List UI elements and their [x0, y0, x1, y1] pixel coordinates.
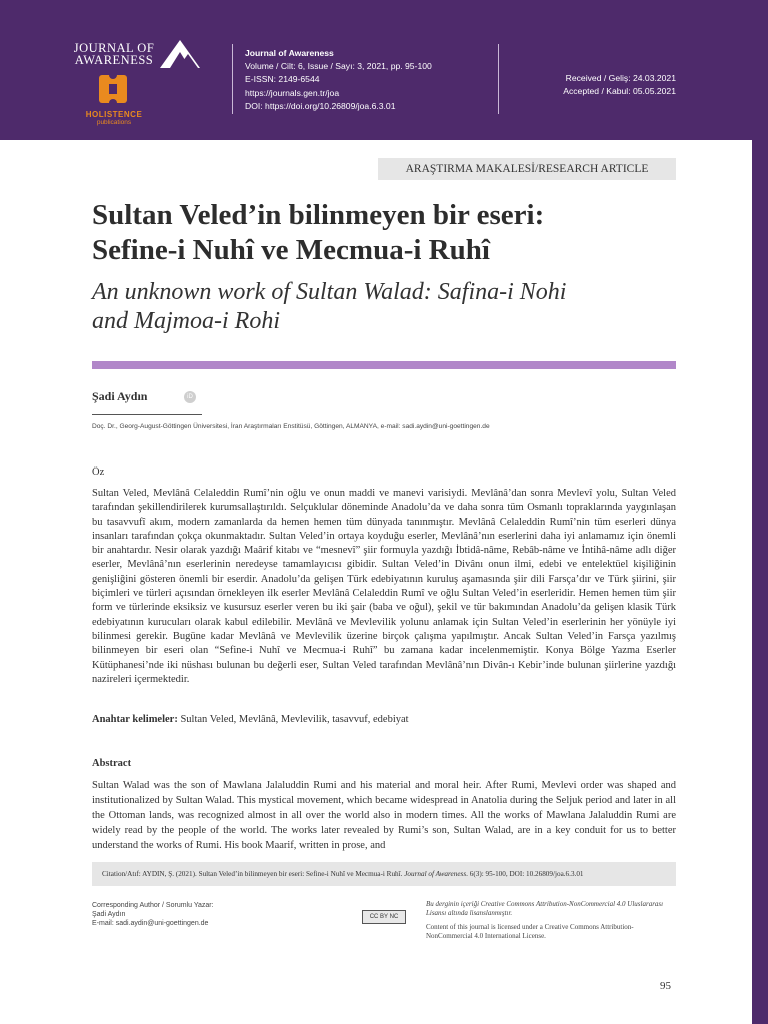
oz-body: Sultan Veled, Mevlânâ Celaleddin Rumî’nin oğlu ve onun maddi ve manevi varisiydi. Mevlânâ’dan sonra Mevlevî yolu, Sultan Veled tarafından şekillendirilerek kurumsallaştırıldı. Selçuklular döneminde Anadolu’da ve daha sonra tüm Osmanlı topraklarında yaygınlaşan bu tasavvufî akım, modern zamanlarda da hemen hemen tüm dünyada tanınmıştır. Mevlânâ Celaleddin Rumî’nin tüm eserleri dünya insanları tarafından çokça okunmaktadır. Sultan Veled’in ortaya koyduğu eserler, Mevlânâ’nın eserlerini daha iyi anlamamız için önemli bir anahtardır. Nesir olarak yazdığı Maârif kitabı ve “mesnevî” şiir formuyla yazdığı İbtidâ-nâme, Rebâb-nâme ve İntihâ-nâme adlı diğer eserler, Mevlânâ’nın eserlerinin neredeyse tamamlayıcısı gibidir. Sultan Veled’in Divânı onun ilmi, edebi ve entelektüel kişiliğinin genişliğini gösteren önemli bir eserdir. Anadolu’da gelişen Türk edebiyatının kuruluş aşamasında şiir dili Farsça’dır ve Türk şiirini, şiir biçimleri ve türleri açısından örnekleyen ilk eserler Mevlânâ Celaleddin Rumî ve oğlu Sultan Veled’in eserleridir. Hemen hemen tüm şiir form ve türlerinde eksiksiz ve kusursuz eserler veren bu iki şair (baba ve oğul), şekil ve tür bakımından Anadolu’da gelişen klasik Türk edebiyatının kurucuları olarak kabul edilebilir. Mevlânâ ve Mevlevilik yolunu anlamak için Sultan Veled’in eserlerinin her yönüyle iyi bilinmesi gerekir. Bugüne kadar Mevlânâ ve Mevlevilik üzerine birçok çalışma yapılmıştır. Ancak Sultan Veled’in Farsça yazılmış bilinmeyen bir eseri olan “Sefine-i Nuhî ve Mecmua-i Ruhî” bu zamana kadar incelenmemiştir. Konya Bölge Yazma Eserler Kütüphanesi’nde iki nüshası bulunan bu değerli eser, Sultan Veled tarafından Mevlânâ’nın Divân-ı Kebir’inde bulunan şiirlerine yazdığı nazireleri içermektedir. [92, 488, 676, 685]
logo-line1: JOURNAL OF [73, 41, 155, 55]
journal-logo[interactable] [68, 38, 208, 130]
license-text [426, 900, 676, 940]
article-type-badge: ARAŞTIRMA MAKALESİ/RESEARCH ARTICLE [378, 158, 676, 180]
title-en-line1: An unknown work of Sultan Walad: Safina-i Nohi [92, 279, 567, 305]
page-number: 95 [660, 980, 671, 992]
journal-name: Journal of Awareness [245, 48, 334, 58]
citation-text: Citation/Atıf: AYDIN, Ş. (2021). Sultan Veled’in bilinmeyen bir eseri: Sefine-i Nuhî ve Mecmua-i Ruhî. [102, 870, 405, 878]
puzzle-icon [96, 72, 130, 106]
oz-heading: Öz [92, 467, 105, 478]
corresponding-label: Corresponding Author / Sorumlu Yazar: [92, 902, 214, 909]
title-en [92, 278, 692, 336]
right-border [752, 0, 768, 1024]
cc-license-icon[interactable]: CC BY NC [362, 910, 406, 924]
keywords-tr [92, 714, 409, 725]
header-divider-2 [498, 44, 499, 114]
corresponding-name: Şadi Aydın [92, 911, 126, 918]
abstract-heading: Abstract [92, 758, 132, 769]
orcid-icon[interactable]: iD [184, 391, 196, 403]
journal-volume: Volume / Cilt: 6, Issue / Sayı: 3, 2021, pp. 95-100 [245, 61, 432, 72]
received-date: Received / Geliş: 24.03.2021 [565, 73, 676, 83]
keywords-list: Sultan Veled, Mevlânâ, Mevlevilik, tasavvuf, edebiyat [180, 714, 409, 725]
citation-tail: . 6(3): 95-100, DOI: 10.26809/joa.6.3.01 [466, 870, 584, 878]
author-rule [92, 414, 202, 415]
journal-doi-link[interactable]: DOI: https://doi.org/10.26809/joa.6.3.01 [245, 100, 396, 111]
title-accent-bar [92, 361, 676, 369]
article-dates [563, 72, 676, 97]
license-en: Content of this journal is licensed under a Creative Commons Attribution-NonCommercial 4.0 International License. [426, 923, 634, 940]
header-divider [232, 44, 233, 114]
journal-url-link[interactable]: https://journals.gen.tr/joa [245, 87, 340, 98]
accepted-date: Accepted / Kabul: 05.05.2021 [563, 85, 676, 96]
keywords-label: Anahtar kelimeler: [92, 714, 178, 725]
publisher-sub: publications [96, 119, 132, 126]
author-affiliation: Doç. Dr., Georg-August-Göttingen Üniversitesi, İran Araştırmaları Enstitüsü, Göttingen, ALMANYA, e-mail: sadi.aydin@uni-goettingen.de [92, 423, 490, 430]
title-tr-line2: Sefine-i Nuhî ve Mecmua-i Ruhî [92, 234, 490, 266]
journal-info [245, 47, 432, 113]
title-en-line2: and Majmoa-i Rohi [92, 308, 280, 334]
citation-journal: Journal of Awareness [404, 870, 467, 878]
license-tr: Bu derginin içeriği Creative Commons Attribution-NonCommercial 4.0 Uluslararası Lisansı altında lisanslanmıştır. [426, 900, 664, 917]
logo-title [68, 42, 160, 66]
journal-issn: E-ISSN: 2149-6544 [245, 74, 320, 85]
publisher-name: HOLISTENCE [85, 110, 143, 119]
logo-line2: AWARENESS [74, 53, 154, 67]
mountain-icon [160, 38, 204, 70]
author-name: Şadi Aydın [92, 389, 148, 403]
abstract-body: Sultan Walad was the son of Mawlana Jalaluddin Rumi and his material and moral heir. After Rumi, Mevlevi order was shaped and institutionalized by Sultan Walad. This mystical movement, which became widespread in Anatolia during the Seljuk period and later in all the Ottoman lands, was recognized almost in all over the world also in modern times. All the works of Mawlana Jalaluddin Rumi are widely read by the people of the world. The works later revealed by Rumi’s son, Sultan Walad, are in a key conduit for us to better understand the works of Rumi. His book Maarif, written in prose, and [92, 780, 676, 851]
citation-box [92, 862, 676, 886]
corresponding-email[interactable]: E-mail: sadi.aydin@uni-goettingen.de [92, 920, 209, 927]
corresponding-author [92, 901, 214, 928]
title-tr [92, 198, 692, 268]
title-tr-line1: Sultan Veled’in bilinmeyen bir eseri: [92, 199, 545, 231]
